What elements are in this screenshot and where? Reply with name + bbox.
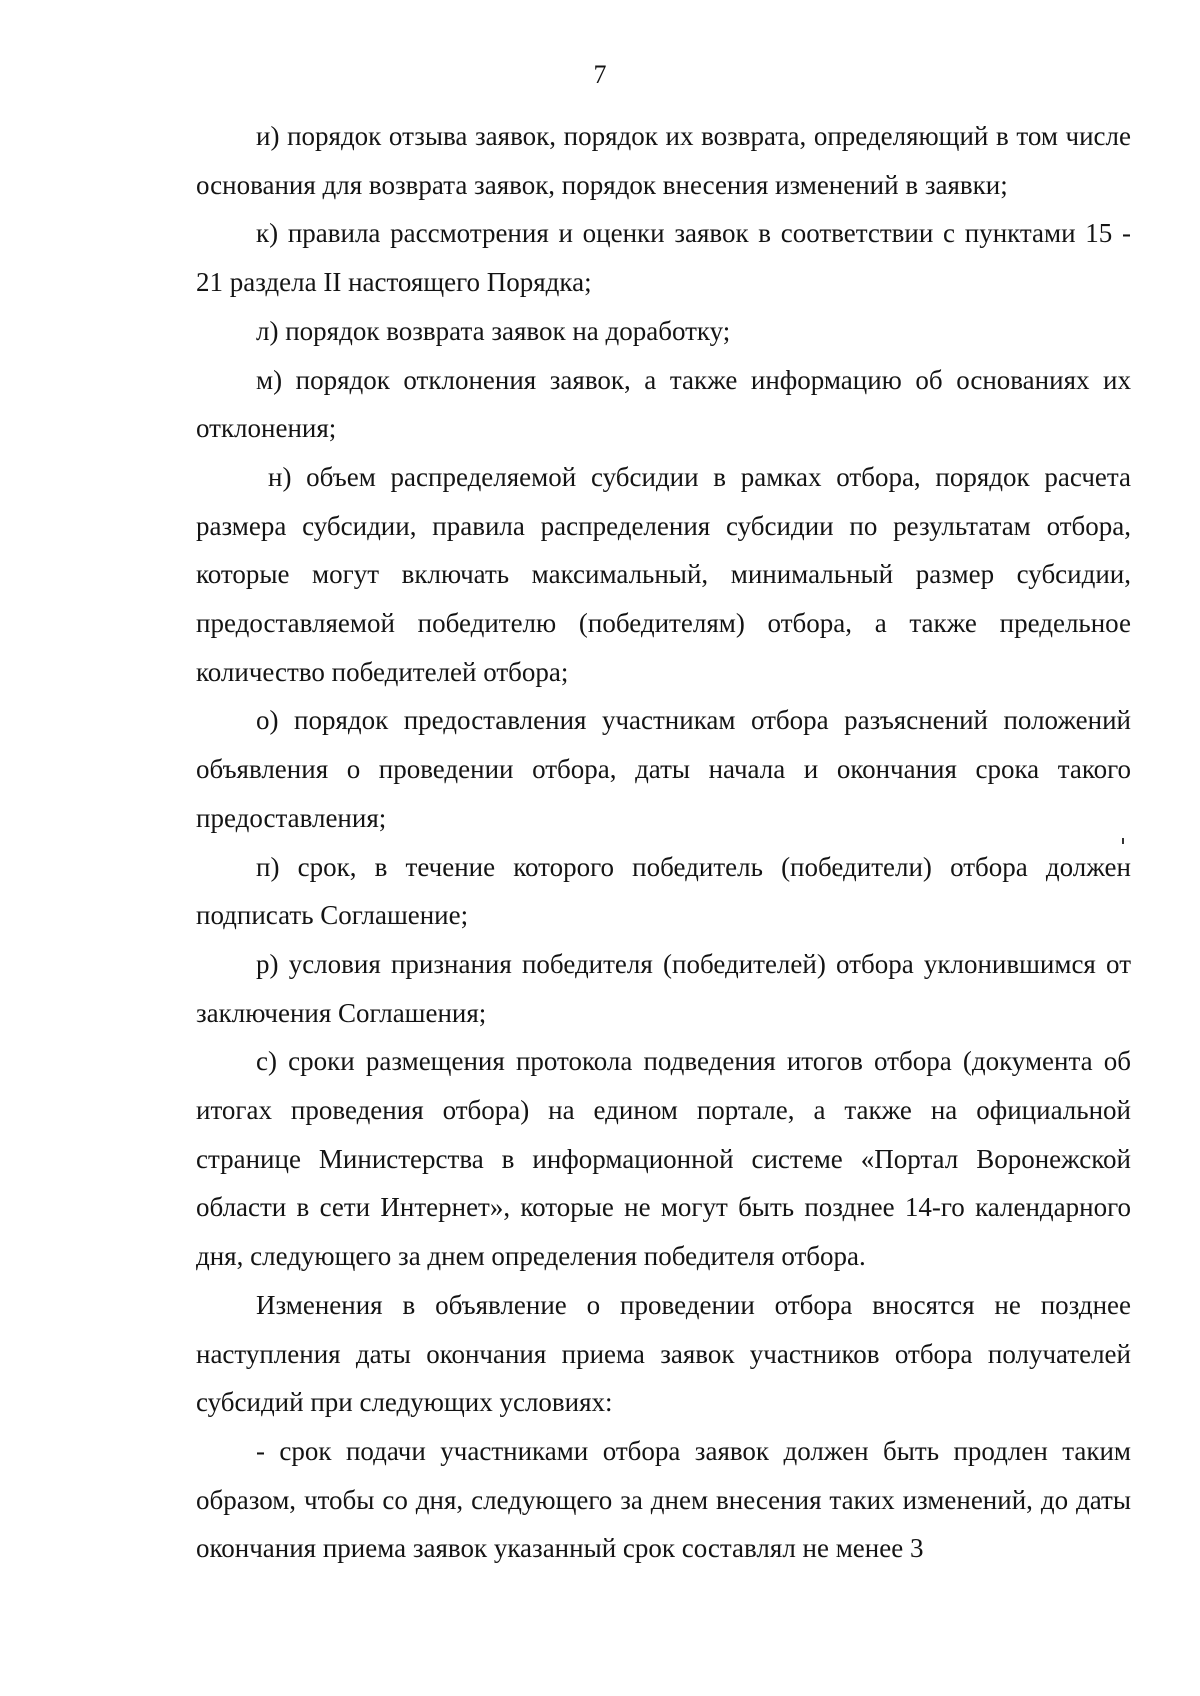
paragraph-changes: Изменения в объявление о проведении отбора вносятся не позднее наступления даты окончания приема заявок участников отбора получателей субсидий при следующих условиях: — [196, 1289, 1131, 1418]
paragraph-n: н) объем распределяемой субсидии в рамках отбора, порядок расчета размера субсидии, правила распределения субсидии по результатам отбора, которые могут включать максимальный, минимальный размер субсидии, предоставляемой победителю (победителям) отбора, а также предельное количество победителей отбора; — [196, 461, 1131, 687]
paragraph-o: о) порядок предоставления участникам отбора разъяснений положений объявления о проведении отбора, даты начала и окончания срока такого предоставления; — [196, 705, 1131, 833]
paragraph-l: л) порядок возврата заявок на доработку; — [256, 315, 731, 346]
scan-mark — [1122, 838, 1124, 844]
paragraph-r: р) условия признания победителя (победителей) отбора уклонившимся от заключения Соглашения; — [196, 948, 1131, 1028]
paragraph-deadline-condition: - срок подачи участниками отбора заявок должен быть продлен таким образом, чтобы со дня, следующего за днем внесения таких изменений, до даты окончания приема заявок указанный срок составлял не менее 3 — [196, 1435, 1131, 1564]
paragraph-m: м) порядок отклонения заявок, а также информацию об основаниях их отклонения; — [196, 364, 1131, 444]
page-number: 7 — [593, 60, 607, 89]
paragraph-i: и) порядок отзыва заявок, порядок их возврата, определяющий в том числе основания для возврата заявок, порядок внесения изменений в заявки; — [196, 121, 1131, 200]
document-body — [196, 112, 1131, 1573]
paragraph-s: с) сроки размещения протокола подведения итогов отбора (документа об итогах проведения отбора) на едином портале, а также на официальной странице Министерства в информационной системе «Портал Воронежской области в сети Интернет», которые не могут быть позднее 14-го календарного дня, следующего за днем определения победителя отбора. — [196, 1046, 1131, 1272]
paragraph-k: к) правила рассмотрения и оценки заявок в соответствии с пунктами 15 - 21 раздела II настоящего Порядка; — [196, 218, 1131, 298]
paragraph-p: п) срок, в течение которого победитель (победители) отбора должен подписать Соглашение; — [196, 851, 1131, 931]
